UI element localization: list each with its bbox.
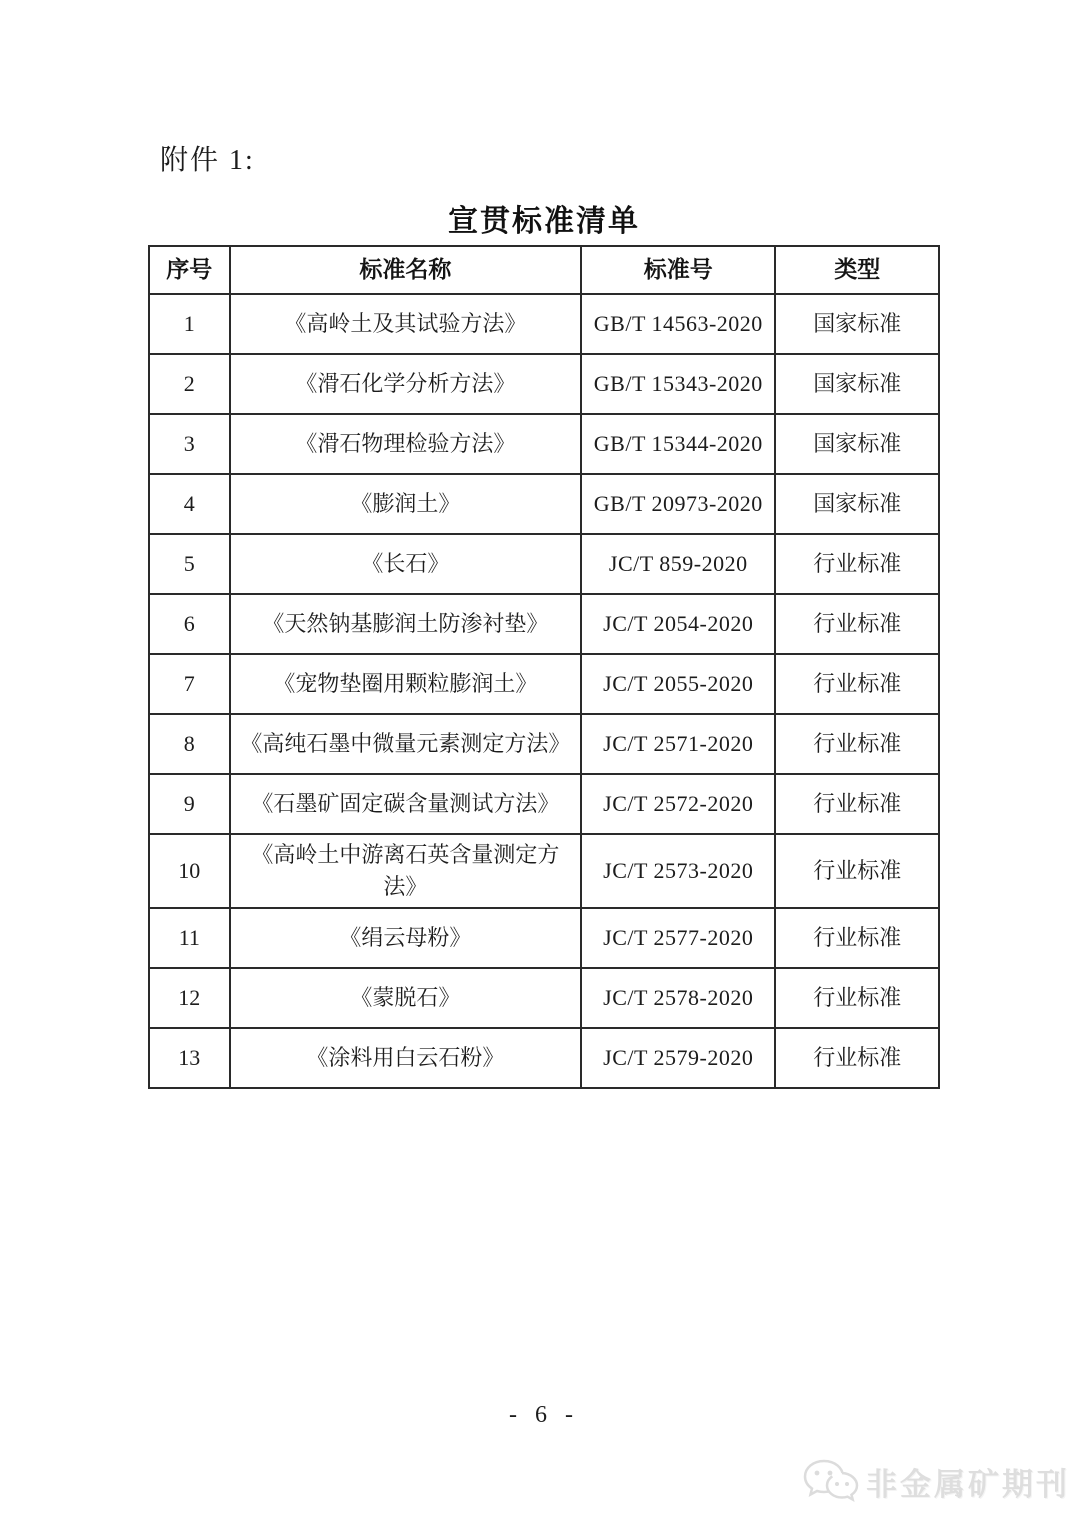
cell-no: 3 <box>149 414 230 474</box>
cell-no: 12 <box>149 968 230 1028</box>
cell-type: 行业标准 <box>775 654 939 714</box>
cell-no: 9 <box>149 774 230 834</box>
cell-no: 2 <box>149 354 230 414</box>
cell-type: 国家标准 <box>775 294 939 354</box>
cell-type: 行业标准 <box>775 908 939 968</box>
column-header-2: 标准号 <box>581 246 775 294</box>
cell-name: 《长石》 <box>230 534 582 594</box>
table-row <box>149 1028 939 1088</box>
column-header-3: 类型 <box>775 246 939 294</box>
cell-name: 《涂料用白云石粉》 <box>230 1028 582 1088</box>
cell-no: 1 <box>149 294 230 354</box>
cell-no: 11 <box>149 908 230 968</box>
table-header-row <box>149 246 939 294</box>
table-row <box>149 294 939 354</box>
wechat-icon <box>802 1457 860 1505</box>
cell-type: 行业标准 <box>775 968 939 1028</box>
cell-type: 国家标准 <box>775 354 939 414</box>
cell-number: JC/T 2571-2020 <box>581 714 775 774</box>
cell-number: JC/T 2572-2020 <box>581 774 775 834</box>
cell-no: 8 <box>149 714 230 774</box>
table-row <box>149 654 939 714</box>
cell-no: 7 <box>149 654 230 714</box>
table-row <box>149 534 939 594</box>
table-row <box>149 968 939 1028</box>
column-header-0: 序号 <box>149 246 230 294</box>
cell-name: 《石墨矿固定碳含量测试方法》 <box>230 774 582 834</box>
cell-no: 13 <box>149 1028 230 1088</box>
column-header-1: 标准名称 <box>230 246 582 294</box>
cell-number: JC/T 2054-2020 <box>581 594 775 654</box>
cell-name: 《宠物垫圈用颗粒膨润土》 <box>230 654 582 714</box>
table-row <box>149 354 939 414</box>
cell-type: 国家标准 <box>775 474 939 534</box>
cell-type: 行业标准 <box>775 834 939 908</box>
table-row <box>149 594 939 654</box>
cell-type: 行业标准 <box>775 714 939 774</box>
cell-type: 行业标准 <box>775 594 939 654</box>
cell-number: JC/T 2579-2020 <box>581 1028 775 1088</box>
cell-number: JC/T 2055-2020 <box>581 654 775 714</box>
table-row <box>149 834 939 908</box>
attachment-label: 附件 1: <box>160 145 255 176</box>
cell-number: GB/T 14563-2020 <box>581 294 775 354</box>
cell-number: JC/T 2578-2020 <box>581 968 775 1028</box>
table-row <box>149 414 939 474</box>
cell-name: 《滑石物理检验方法》 <box>230 414 582 474</box>
page-title: 宣贯标准清单 <box>448 205 640 238</box>
cell-number: JC/T 2573-2020 <box>581 834 775 908</box>
cell-name: 《高岭土中游离石英含量测定方法》 <box>230 834 582 908</box>
cell-no: 4 <box>149 474 230 534</box>
cell-number: JC/T 2577-2020 <box>581 908 775 968</box>
cell-name: 《天然钠基膨润土防渗衬垫》 <box>230 594 582 654</box>
standards-table <box>148 245 940 1089</box>
table-row <box>149 714 939 774</box>
cell-number: GB/T 20973-2020 <box>581 474 775 534</box>
journal-name: 非金属矿期刊 <box>866 1466 1070 1502</box>
cell-name: 《滑石化学分析方法》 <box>230 354 582 414</box>
cell-type: 国家标准 <box>775 414 939 474</box>
standards-table-body <box>149 294 939 1088</box>
cell-name: 《膨润土》 <box>230 474 582 534</box>
cell-name: 《绢云母粉》 <box>230 908 582 968</box>
cell-number: JC/T 859-2020 <box>581 534 775 594</box>
cell-type: 行业标准 <box>775 774 939 834</box>
cell-name: 《蒙脱石》 <box>230 968 582 1028</box>
cell-name: 《高纯石墨中微量元素测定方法》 <box>230 714 582 774</box>
cell-number: GB/T 15343-2020 <box>581 354 775 414</box>
cell-type: 行业标准 <box>775 534 939 594</box>
cell-number: GB/T 15344-2020 <box>581 414 775 474</box>
cell-no: 5 <box>149 534 230 594</box>
cell-no: 10 <box>149 834 230 908</box>
table-row <box>149 474 939 534</box>
page-number: - 6 - <box>509 1402 579 1428</box>
table-row <box>149 908 939 968</box>
journal-watermark <box>802 1457 1070 1505</box>
cell-name: 《高岭土及其试验方法》 <box>230 294 582 354</box>
table-row <box>149 774 939 834</box>
cell-no: 6 <box>149 594 230 654</box>
cell-type: 行业标准 <box>775 1028 939 1088</box>
